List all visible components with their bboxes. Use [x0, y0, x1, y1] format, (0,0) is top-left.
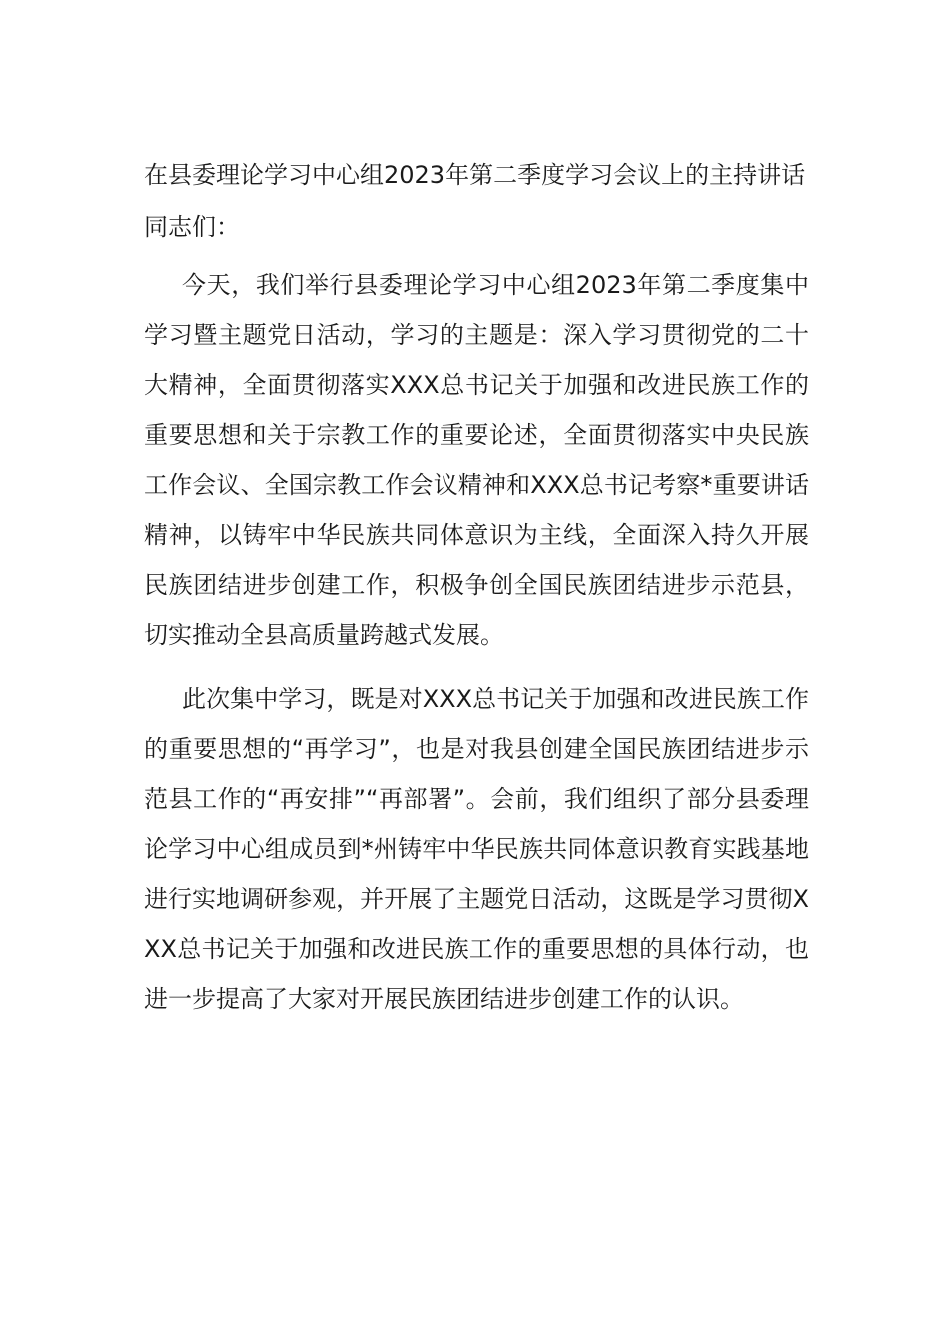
salutation: 同志们：: [144, 213, 240, 241]
paragraph-2: 此次集中学习，既是对XXX总书记关于加强和改进民族工作的重要思想的“再学习”，也是对我县创建全国民族团结进步示范县工作的“再安排”“再部署”。会前，我们组织了部分县委理论学习中心组成员到*州铸牢中华民族共同体意识教育实践基地进行实地调研参观，并开展了主题党日活动，这既是学习贯彻XXX总书记关于加强和改进民族工作的重要思想的具体行动，也进一步提高了大家对开展民族团结进步创建工作的认识。: [144, 685, 809, 1013]
document-title: 在县委理论学习中心组2023年第二季度学习会议上的主持讲话: [144, 161, 806, 189]
paragraph-1: 今天，我们举行县委理论学习中心组2023年第二季度集中学习暨主题党日活动，学习的主题是：深入学习贯彻党的二十大精神，全面贯彻落实XXX总书记关于加强和改进民族工作的重要思想和关于宗教工作的重要论述，全面贯彻落实中央民族工作会议、全国宗教工作会议精神和XXX总书记考察*重要讲话精神，以铸牢中华民族共同体意识为主线，全面深入持久开展民族团结进步创建工作，积极争创全国民族团结进步示范县，切实推动全县高质量跨越式发展。: [144, 271, 809, 649]
document-body: [144, 150, 809, 1038]
